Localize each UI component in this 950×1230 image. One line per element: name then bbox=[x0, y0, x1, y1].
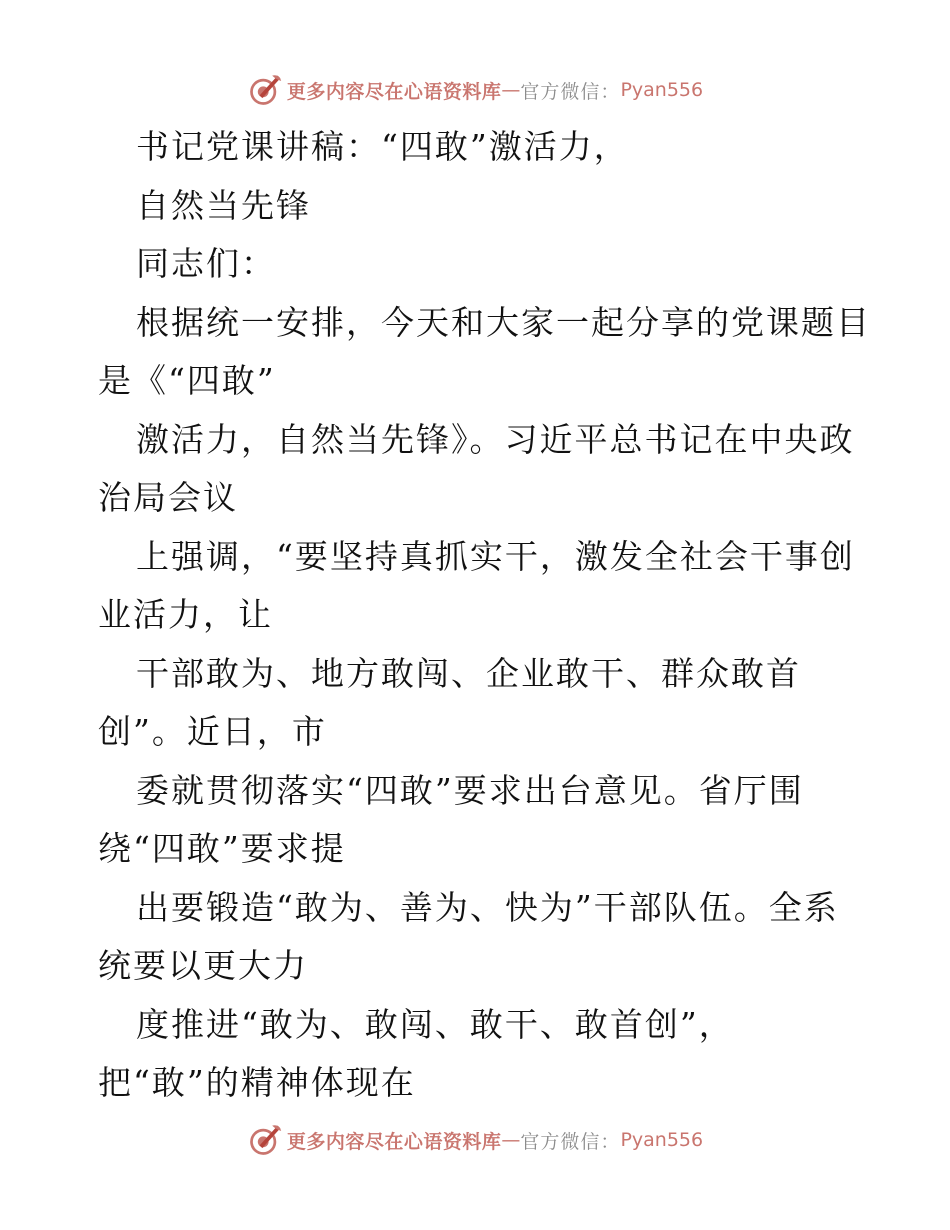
text-line: 是《“四敢” bbox=[98, 361, 276, 400]
watermark-brand: 更多内容尽在心语资料库 bbox=[286, 1130, 502, 1153]
text-line: 治局会议 bbox=[98, 478, 238, 517]
text-line: 出要锻造“敢为、善为、快为”干部队伍。全系 bbox=[136, 887, 839, 927]
text-line: 度推进“敢为、敢闯、敢干、敢首创”， bbox=[136, 1004, 734, 1044]
quill-pen-logo-icon bbox=[247, 1122, 283, 1158]
text-line: 统要以更大力 bbox=[98, 946, 308, 985]
text-line: 把“敢”的精神体现在 bbox=[98, 1063, 416, 1102]
doc-title-line-2: 自然当先锋 bbox=[136, 185, 311, 225]
watermark-dash: — bbox=[501, 1129, 521, 1151]
watermark-wechat-id: Pyan556 bbox=[620, 79, 704, 101]
text-line: 激活力，自然当先锋》。习近平总书记在中央政 bbox=[136, 419, 855, 459]
quill-pen-logo-icon bbox=[247, 72, 283, 108]
watermark-wechat-label: 官方微信： bbox=[520, 80, 621, 103]
salutation: 同志们： bbox=[136, 244, 276, 283]
text-line: 绕“四敢”要求提 bbox=[98, 829, 346, 868]
text-line: 上强调，“要坚持真抓实干，激发全社会干事创 bbox=[136, 536, 855, 576]
text-line: 委就贯彻落实“四敢”要求出台意见。省厅围 bbox=[136, 770, 804, 810]
text-line: 业活力，让 bbox=[98, 595, 273, 634]
document-body bbox=[0, 118, 950, 1113]
text-line: 干部敢为、地方敢闯、企业敢干、群众敢首 bbox=[136, 653, 801, 693]
watermark-wechat-id: Pyan556 bbox=[620, 1129, 704, 1151]
watermark-brand: 更多内容尽在心语资料库 bbox=[286, 80, 502, 103]
footer-watermark bbox=[0, 1120, 950, 1160]
text-line: 根据统一安排，今天和大家一起分享的党课题目 bbox=[136, 302, 871, 342]
header-watermark bbox=[0, 70, 950, 110]
doc-title-line-1: 书记党课讲稿：“四敢”激活力， bbox=[136, 127, 629, 166]
text-line: 创”。近日，市 bbox=[98, 712, 327, 751]
watermark-wechat-label: 官方微信： bbox=[520, 1130, 621, 1153]
watermark-dash: — bbox=[501, 79, 521, 101]
